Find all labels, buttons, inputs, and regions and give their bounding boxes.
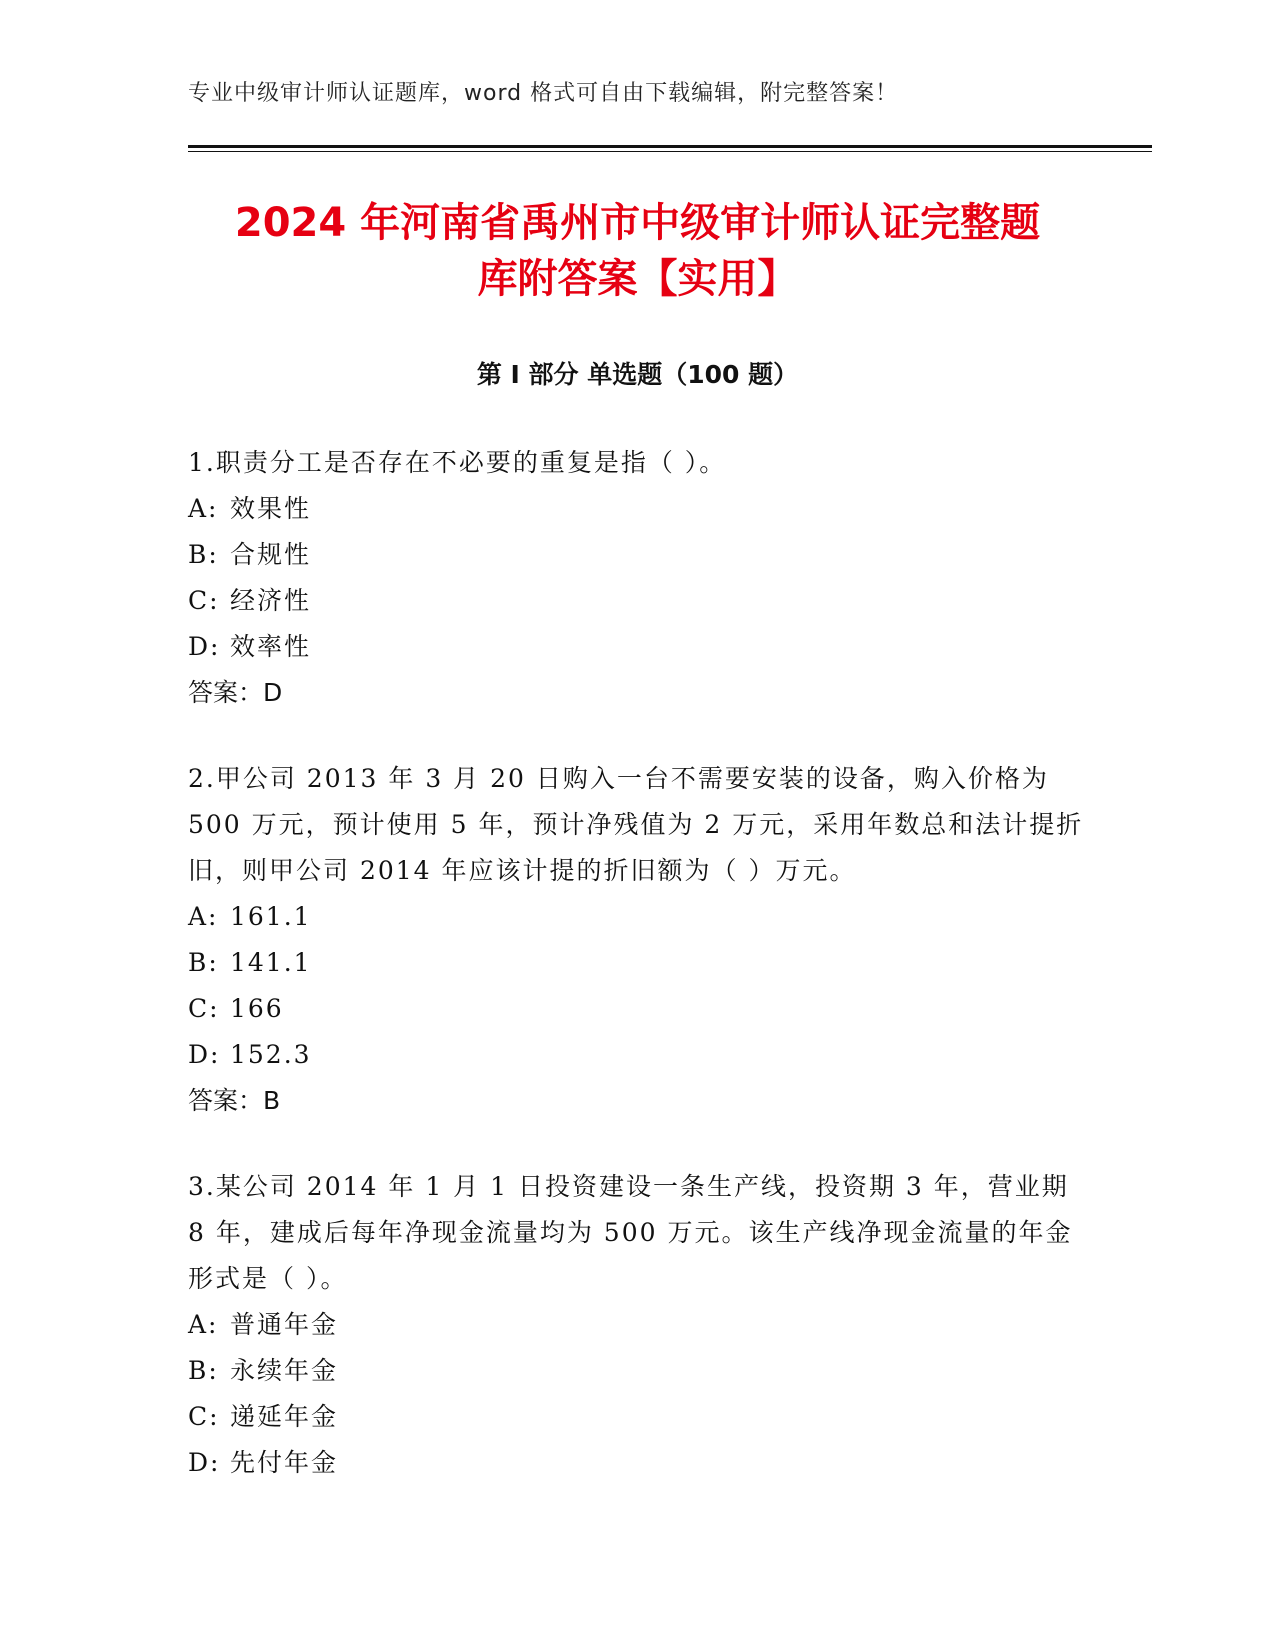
option-key: C:: [188, 994, 220, 1023]
question-stem: 2.甲公司 2013 年 3 月 20 日购入一台不需要安装的设备，购入价格为 500 万元，预计使用 5 年，预计净残值为 2 万元，采用年数总和法计提折旧，则甲公司 2014 年应该计提的折旧额为（ ）万元。: [188, 764, 1084, 885]
header-note: 专业中级审计师认证题库，word 格式可自由下载编辑，附完整答案！: [188, 81, 899, 106]
option-a: [188, 486, 1088, 532]
question-3: [188, 1164, 1088, 1486]
option-text: 经济性: [230, 586, 312, 615]
header-rule-thick: [188, 145, 1152, 148]
option-c: [188, 1394, 1088, 1440]
answer-line: 答案：B: [188, 1086, 281, 1115]
option-key: D:: [188, 632, 221, 661]
option-a: [188, 1302, 1088, 1348]
option-key: A:: [188, 494, 219, 523]
answer-line: 答案：D: [188, 678, 283, 707]
option-d: [188, 1032, 1088, 1078]
question-stem: 3.某公司 2014 年 1 月 1 日投资建设一条生产线，投资期 3 年，营业期 8 年，建成后每年净现金流量均为 500 万元。该生产线净现金流量的年金形式是（ ）。: [188, 1172, 1073, 1293]
option-c: [188, 986, 1088, 1032]
option-text: 141.1: [230, 948, 312, 977]
option-key: B:: [188, 1356, 219, 1385]
question-1: [188, 440, 1088, 716]
option-text: 152.3: [230, 1040, 312, 1069]
document-title: [160, 195, 1115, 307]
option-c: [188, 578, 1088, 624]
option-text: 先付年金: [230, 1448, 339, 1477]
option-key: A:: [188, 902, 219, 931]
option-key: D:: [188, 1448, 221, 1477]
header-rule-thin: [188, 151, 1152, 152]
option-d: [188, 624, 1088, 670]
option-text: 效率性: [230, 632, 312, 661]
option-a: [188, 894, 1088, 940]
option-d: [188, 1440, 1088, 1486]
question-2: [188, 756, 1088, 1124]
section-title: 第 I 部分 单选题（100 题）: [476, 360, 799, 389]
option-text: 效果性: [230, 494, 312, 523]
option-b: [188, 940, 1088, 986]
option-key: B:: [188, 948, 219, 977]
option-key: C:: [188, 1402, 220, 1431]
option-text: 递延年金: [230, 1402, 339, 1431]
option-b: [188, 532, 1088, 578]
option-key: D:: [188, 1040, 221, 1069]
option-b: [188, 1348, 1088, 1394]
question-stem: 1.职责分工是否存在不必要的重复是指（ ）。: [188, 448, 727, 477]
question-list: [188, 440, 1088, 1526]
option-text: 普通年金: [230, 1310, 339, 1339]
option-key: C:: [188, 586, 220, 615]
option-key: A:: [188, 1310, 219, 1339]
option-text: 166: [230, 994, 284, 1023]
option-text: 合规性: [230, 540, 312, 569]
option-text: 永续年金: [230, 1356, 339, 1385]
option-key: B:: [188, 540, 219, 569]
document-title-line-2: 库附答案【实用】: [477, 256, 798, 302]
option-text: 161.1: [230, 902, 312, 931]
document-title-line-1: 2024 年河南省禹州市中级审计师认证完整题: [234, 200, 1041, 246]
